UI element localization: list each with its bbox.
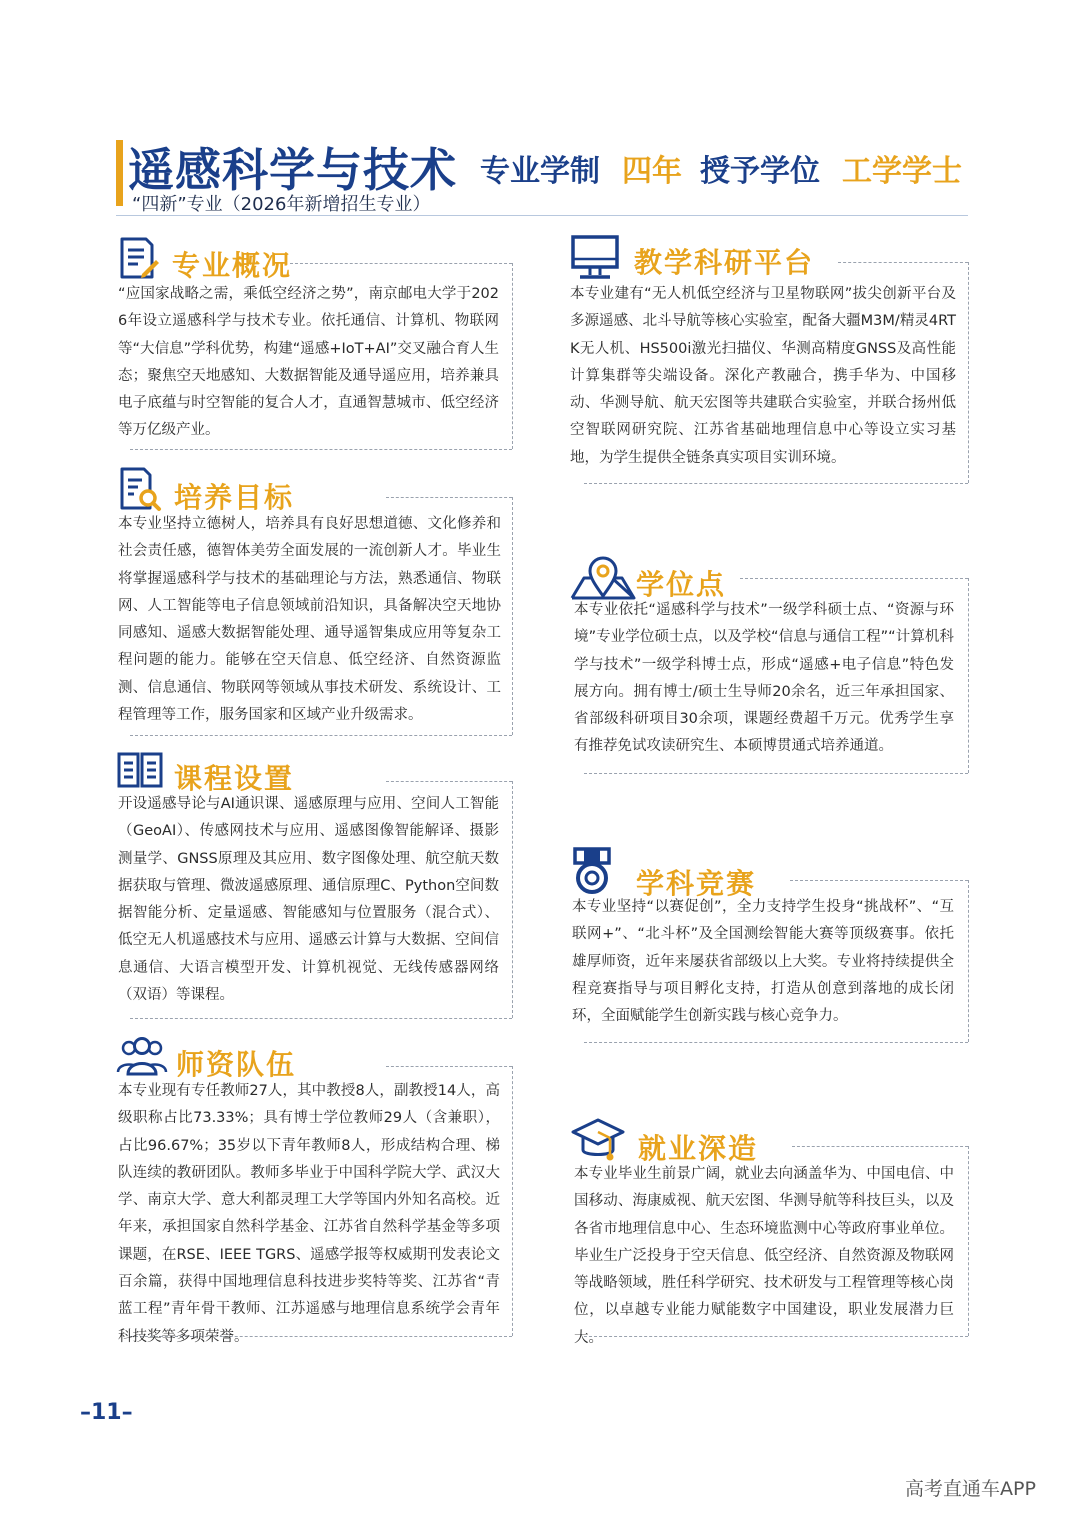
competition-bottom-border [584, 1042, 968, 1043]
monitor-icon [570, 234, 620, 280]
graduation-cap-icon [570, 1116, 626, 1164]
degree-points-bottom-border [584, 773, 968, 774]
career-top-border [792, 1146, 968, 1147]
competition-right-border [968, 880, 969, 1042]
degree-points-right-border [968, 578, 969, 773]
duration-label: 专业学制 [480, 154, 600, 189]
degree-points-text: 本专业依托“遥感科学与技术”一级学科硕士点、“资源与环境”专业学位硕士点，以及学校“信息与通信工程”“计算机科学与技术”一级学科博士点，形成“遥感+电子信息”特色发展方向。拥有博士/硕士生导师20余名，近三年承担国家、省部级科研项目30余项，课题经费超千万元。优秀学生享有推荐免试攻读研究生、本硕博贯通式培养通道。 [574, 602, 954, 755]
competition-title: 学科竞赛 [636, 867, 757, 900]
platform-title: 教学科研平台 [634, 246, 815, 279]
courses-text: 开设遥感导论与AI通识课、遥感原理与应用、空间人工智能（GeoAI）、传感网技术与应用、遥感图像智能解译、摄影测量学、GNSS原理及其应用、数字图像处理、航空航天数据获取与管理、微波遥感原理、通信原理C、Python空间数据智能分析、定量遥感、智能感知与位置服务（混合式）、低空无人机遥感技术与应用、遥感云计算与大数据、空间信息通信、大语言模型开发、计算机视觉、无线传感器网络（双语）等课程。 [118, 796, 499, 1004]
faculty-text: 本专业现有专任教师27人，其中教授8人，副教授14人，高级职称占比73.33%；具有博士学位教师29人（含兼职），占比96.67%；35岁以下青年教师8人，形成结构合理、梯队连续的教研团队。教师多毕业于中国科学院大学、武汉大学、南京大学、意大利都灵理工大学等国内外知名高校。近年来，承担国家自然科学基金、江苏省自然科学基金等多项课题，在RSE、IEEE TGRS、遥感学报等权威期刊发表论文百余篇，获得中国地理信息科技进步奖特等奖、江苏省“青蓝工程”青年骨干教师、江苏遥感与地理信息系统学会青年科技奖等多项荣誉。 [118, 1083, 500, 1345]
degree-value: 工学学士 [842, 154, 962, 189]
document-search-icon [116, 466, 162, 512]
faculty-top-border [386, 1066, 512, 1067]
faculty-right-border [512, 1066, 513, 1336]
courses-title: 课程设置 [174, 762, 295, 795]
goals-bottom-border [130, 735, 512, 736]
watermark: 高考直通车APP [905, 1478, 1036, 1500]
courses-bottom-border [130, 1018, 512, 1019]
overview-top-border [290, 263, 512, 264]
document-edit-icon [116, 236, 160, 280]
overview-title: 专业概况 [172, 249, 293, 282]
platform-right-border [968, 262, 969, 483]
goals-top-border [386, 497, 512, 498]
map-pin-icon [570, 556, 636, 600]
courses-top-border [386, 781, 512, 782]
goals-right-border [512, 497, 513, 735]
career-right-border [968, 1146, 969, 1336]
faculty-title: 师资队伍 [176, 1048, 297, 1081]
people-icon [116, 1036, 168, 1076]
courses-right-border [512, 781, 513, 1018]
degree-points-top-border [740, 578, 968, 579]
career-text: 本专业毕业生前景广阔，就业去向涵盖华为、中国电信、中国移动、海康威视、航天宏图、华测导航等科技巨头，以及各省市地理信息中心、生态环境监测中心等政府事业单位。毕业生广泛投身于空天信息、低空经济、自然资源及物联网等战略领域，胜任科学研究、技术研发与工程管理等核心岗位，以卓越专业能力赋能数字中国建设，职业发展潜力巨大。 [574, 1166, 954, 1346]
medal-icon [570, 846, 614, 896]
platform-bottom-border [584, 483, 968, 484]
platform-top-border [838, 262, 968, 263]
competition-top-border [790, 880, 968, 881]
goals-text: 本专业坚持立德树人，培养具有良好思想道德、文化修养和社会责任感，德智体美劳全面发展的一流创新人才。毕业生将掌握遥感科学与技术的基础理论与方法，熟悉通信、物联网、人工智能等电子信息领域前沿知识，具备解决空天地协同感知、遥感大数据智能处理、通导遥智集成应用等复杂工程问题的能力。能够在空天信息、低空经济、自然资源监测、信息通信、物联网等领域从事技术研发、系统设计、工程管理等工作，服务国家和区域产业升级需求。 [118, 516, 501, 724]
page-number: –11– [80, 1400, 133, 1425]
overview-bottom-border [130, 449, 512, 450]
overview-text: “应国家战略之需，乘低空经济之势”，南京邮电大学于2026年设立遥感科学与技术专业。依托通信、计算机、物联网等“大信息”学科优势，构建“遥感+IoT+AI”交叉融合育人生态；聚焦空天地感知、大数据智能及通导遥应用，培养兼具电子底蕴与时空智能的复合人才，直通智慧城市、低空经济等万亿级产业。 [118, 286, 499, 439]
degree-points-title: 学位点 [636, 568, 727, 601]
platform-text: 本专业建有“无人机低空经济与卫星物联网”拔尖创新平台及多源遥感、北斗导航等核心实验室，配备大疆M3M/精灵4RTK无人机、HS500i激光扫描仪、华测高精度GNSS及高性能计算集群等尖端设备。深化产教融合，携手华为、中国移动、华测导航、航天宏图等共建联合实验室，并联合扬州低空智联网研究院、江苏省基础地理信息中心等设立实习基地，为学生提供全链条真实项目实训环境。 [570, 286, 956, 466]
page-title: 遥感科学与技术 [128, 143, 457, 197]
header-divider [116, 215, 968, 216]
goals-title: 培养目标 [174, 481, 295, 514]
overview-right-border [512, 263, 513, 449]
career-title: 就业深造 [638, 1132, 759, 1165]
degree-label: 授予学位 [700, 154, 820, 189]
page-subtitle: “四新”专业（2026年新增招生专业） [132, 194, 431, 215]
duration-value: 四年 [622, 154, 682, 189]
competition-text: 本专业坚持“以赛促创”，全力支持学生投身“挑战杯”、“互联网+”、“北斗杯”及全国测绘智能大赛等顶级赛事。依托雄厚师资，近年来屡获省部级以上大奖。专业将持续提供全程竞赛指导与项目孵化支持，打造从创意到落地的成长闭环，全面赋能学生创新实践与核心竞争力。 [572, 899, 954, 1025]
title-accent-bar [116, 140, 123, 206]
book-icon [116, 750, 164, 790]
